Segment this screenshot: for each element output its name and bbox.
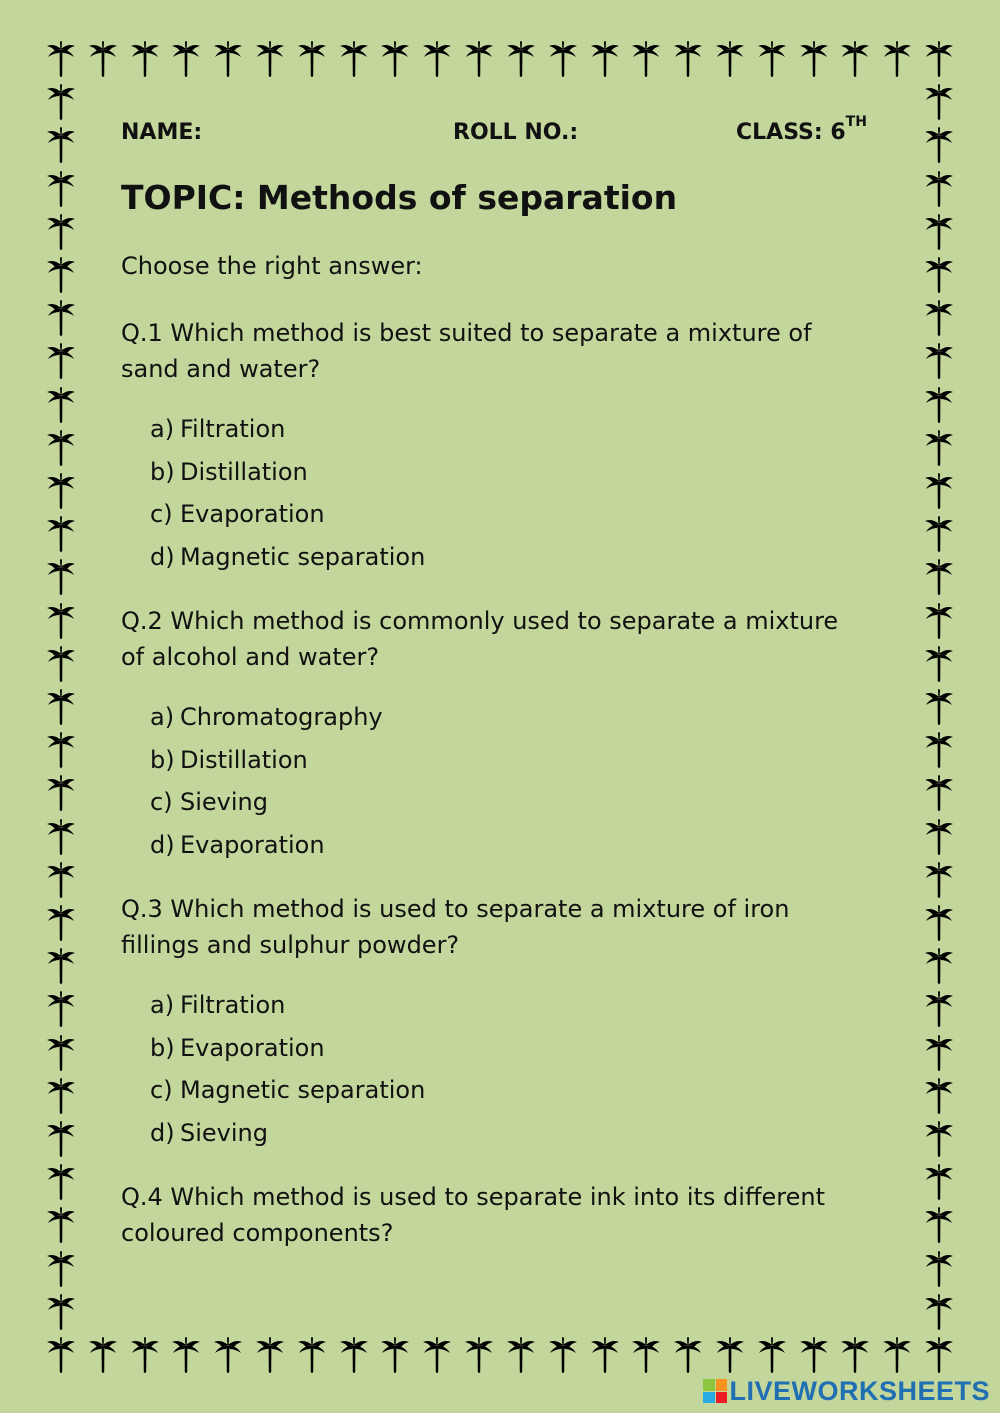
option-text: Magnetic separation	[180, 542, 426, 571]
palm-tree-icon	[924, 386, 954, 424]
option-letter: a)	[150, 415, 175, 443]
palm-tree-icon	[171, 1336, 201, 1374]
palm-tree-icon	[924, 126, 954, 164]
palm-tree-icon	[380, 1336, 410, 1374]
option-letter: b)	[150, 1033, 175, 1062]
palm-tree-icon	[46, 83, 76, 121]
roll-number-label: ROLL NO.:	[453, 120, 579, 145]
logo-square-green	[703, 1379, 715, 1391]
option[interactable]	[150, 1112, 425, 1155]
palm-tree-icon	[297, 40, 327, 78]
option[interactable]	[150, 536, 425, 579]
option-text: Evaporation	[180, 830, 325, 859]
option[interactable]	[150, 781, 383, 824]
option-letter: d)	[150, 830, 175, 859]
palm-tree-icon	[255, 1336, 285, 1374]
palm-tree-icon	[46, 688, 76, 726]
question-1-options	[150, 408, 425, 578]
liveworksheets-brand[interactable]	[703, 1374, 990, 1408]
option-text: Distillation	[180, 457, 308, 486]
option-letter: d)	[150, 542, 175, 571]
palm-tree-icon	[924, 1206, 954, 1244]
palm-tree-icon	[46, 731, 76, 769]
palm-tree-icon	[924, 342, 954, 380]
palm-tree-icon	[46, 1034, 76, 1072]
option[interactable]	[150, 739, 383, 782]
liveworksheets-logo-icon	[703, 1379, 727, 1403]
option-text: Sieving	[180, 788, 268, 816]
palm-tree-icon	[799, 40, 829, 78]
question-2: Q.2 Which method is commonly used to separate a mixture of alcohol and water?	[121, 607, 839, 671]
palm-tree-icon	[46, 429, 76, 467]
palm-tree-icon	[924, 40, 954, 78]
palm-tree-icon	[46, 213, 76, 251]
palm-tree-icon	[924, 170, 954, 208]
palm-tree-icon	[46, 126, 76, 164]
palm-tree-icon	[46, 818, 76, 856]
palm-tree-icon	[631, 1336, 661, 1374]
palm-tree-icon	[506, 40, 536, 78]
palm-tree-icon	[590, 1336, 620, 1374]
palm-tree-icon	[924, 774, 954, 812]
option-text: Magnetic separation	[180, 1076, 426, 1104]
palm-tree-icon	[464, 1336, 494, 1374]
palm-tree-icon	[924, 1336, 954, 1374]
class-label	[736, 114, 867, 145]
palm-tree-icon	[673, 1336, 703, 1374]
palm-tree-icon	[882, 1336, 912, 1374]
option-text: Filtration	[180, 991, 286, 1019]
palm-tree-icon	[130, 40, 160, 78]
palm-tree-icon	[924, 515, 954, 553]
question-3-options	[150, 984, 425, 1154]
option-text: Filtration	[180, 415, 286, 443]
palm-tree-icon	[631, 40, 661, 78]
option[interactable]	[150, 1027, 425, 1070]
palm-tree-icon	[924, 213, 954, 251]
palm-tree-icon	[924, 1077, 954, 1115]
palm-tree-icon	[673, 40, 703, 78]
palm-tree-icon	[46, 299, 76, 337]
palm-tree-icon	[46, 1163, 76, 1201]
question-1: Q.1 Which method is best suited to separate a mixture of sand and water?	[121, 319, 812, 383]
palm-tree-icon	[757, 1336, 787, 1374]
option-letter: c)	[150, 1076, 173, 1104]
name-label: NAME:	[121, 120, 203, 145]
palm-tree-icon	[130, 1336, 160, 1374]
option-text: Evaporation	[180, 500, 325, 528]
palm-tree-icon	[339, 1336, 369, 1374]
page-title: TOPIC: Methods of separation	[121, 178, 678, 217]
palm-tree-icon	[924, 1163, 954, 1201]
palm-tree-icon	[715, 40, 745, 78]
palm-tree-icon	[46, 602, 76, 640]
palm-tree-icon	[924, 947, 954, 985]
palm-tree-icon	[46, 386, 76, 424]
palm-tree-icon	[924, 1120, 954, 1158]
question-2-options	[150, 696, 383, 866]
palm-tree-icon	[924, 602, 954, 640]
palm-tree-icon	[46, 1206, 76, 1244]
class-value: CLASS: 6	[736, 120, 846, 145]
palm-tree-icon	[339, 40, 369, 78]
palm-tree-icon	[46, 342, 76, 380]
palm-tree-icon	[924, 472, 954, 510]
option-letter: b)	[150, 457, 175, 486]
palm-tree-icon	[46, 1077, 76, 1115]
palm-tree-icon	[46, 1250, 76, 1288]
palm-tree-icon	[46, 1120, 76, 1158]
palm-tree-icon	[924, 688, 954, 726]
palm-tree-icon	[590, 40, 620, 78]
palm-tree-icon	[924, 645, 954, 683]
palm-tree-icon	[924, 990, 954, 1028]
palm-tree-icon	[924, 818, 954, 856]
palm-tree-icon	[924, 558, 954, 596]
logo-square-red	[716, 1392, 728, 1404]
palm-tree-icon	[46, 990, 76, 1028]
option-text: Chromatography	[180, 703, 383, 731]
logo-square-orange	[716, 1379, 728, 1391]
palm-tree-icon	[924, 299, 954, 337]
palm-tree-icon	[924, 731, 954, 769]
option-letter: c)	[150, 788, 173, 816]
palm-tree-icon	[924, 904, 954, 942]
palm-tree-icon	[380, 40, 410, 78]
option-text: Distillation	[180, 745, 308, 774]
option[interactable]	[150, 696, 383, 739]
option-letter: c)	[150, 500, 173, 528]
palm-tree-icon	[548, 40, 578, 78]
palm-tree-icon	[548, 1336, 578, 1374]
option-letter: b)	[150, 745, 175, 774]
palm-tree-icon	[506, 1336, 536, 1374]
option[interactable]	[150, 824, 383, 867]
palm-tree-icon	[46, 472, 76, 510]
question-4: Q.4 Which method is used to separate ink into its different coloured components?	[121, 1183, 825, 1247]
palm-tree-icon	[924, 1034, 954, 1072]
palm-tree-icon	[46, 256, 76, 294]
instruction-text: Choose the right answer:	[121, 252, 423, 280]
palm-tree-icon	[924, 861, 954, 899]
palm-tree-icon	[882, 40, 912, 78]
palm-tree-icon	[46, 947, 76, 985]
palm-tree-icon	[46, 774, 76, 812]
option[interactable]	[150, 984, 425, 1027]
option[interactable]	[150, 493, 425, 536]
palm-tree-icon	[924, 1250, 954, 1288]
palm-tree-icon	[88, 40, 118, 78]
palm-tree-icon	[924, 83, 954, 121]
palm-tree-icon	[757, 40, 787, 78]
option-letter: a)	[150, 991, 175, 1019]
palm-tree-icon	[924, 429, 954, 467]
option[interactable]	[150, 1069, 425, 1112]
option[interactable]	[150, 451, 425, 494]
palm-tree-icon	[255, 40, 285, 78]
palm-tree-icon	[46, 40, 76, 78]
question-3: Q.3 Which method is used to separate a mixture of iron fillings and sulphur powder?	[121, 895, 790, 959]
palm-tree-icon	[422, 1336, 452, 1374]
palm-tree-icon	[799, 1336, 829, 1374]
palm-tree-icon	[46, 170, 76, 208]
option-letter: a)	[150, 703, 175, 731]
palm-tree-icon	[715, 1336, 745, 1374]
palm-tree-icon	[213, 40, 243, 78]
option-text: Evaporation	[180, 1033, 325, 1062]
palm-tree-icon	[46, 1336, 76, 1374]
palm-tree-icon	[46, 1293, 76, 1331]
palm-tree-icon	[840, 1336, 870, 1374]
palm-tree-icon	[46, 558, 76, 596]
palm-tree-icon	[46, 515, 76, 553]
class-suffix: TH	[845, 114, 867, 130]
palm-tree-icon	[46, 861, 76, 899]
student-info-row	[121, 114, 881, 160]
option[interactable]	[150, 408, 425, 451]
palm-tree-icon	[924, 256, 954, 294]
palm-tree-icon	[297, 1336, 327, 1374]
palm-tree-icon	[924, 1293, 954, 1331]
palm-tree-icon	[171, 40, 201, 78]
logo-square-blue	[703, 1392, 715, 1404]
option-letter: d)	[150, 1118, 175, 1147]
palm-tree-icon	[46, 904, 76, 942]
palm-tree-icon	[840, 40, 870, 78]
brand-name: LIVEWORKSHEETS	[729, 1375, 990, 1406]
palm-tree-icon	[88, 1336, 118, 1374]
palm-tree-icon	[213, 1336, 243, 1374]
palm-tree-icon	[46, 645, 76, 683]
palm-tree-icon	[422, 40, 452, 78]
palm-tree-icon	[464, 40, 494, 78]
option-text: Sieving	[180, 1118, 268, 1147]
